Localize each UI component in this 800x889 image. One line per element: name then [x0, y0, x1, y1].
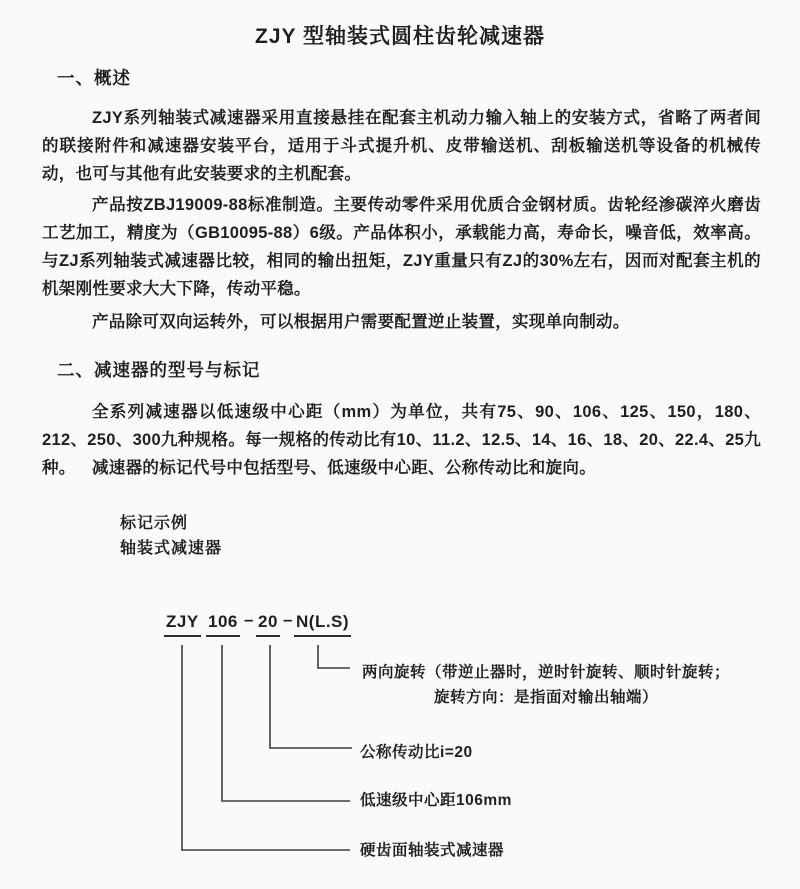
section-1-heading: 一、概述 — [57, 68, 131, 88]
dash-separator-2: – — [283, 610, 293, 629]
overview-paragraph-3: 产品除可双向运转外，可以根据用户需要配置逆止装置，实现单向制动。 — [92, 313, 630, 331]
model-code-prefix: ZJY — [164, 612, 201, 637]
label-rotation-line1: 两向旋转（带逆止器时，逆时针旋转、顺时针旋转； — [362, 664, 731, 681]
shaft-reducer-caption: 轴装式减速器 — [120, 540, 223, 557]
label-center-distance: 低速级中心距106mm — [360, 792, 512, 809]
dash-separator-1: – — [244, 610, 254, 629]
marking-example-caption: 标记示例 — [120, 515, 189, 532]
marking-code-paragraph: 减速器的标记代号中包括型号、低速级中心距、公称传动比和旋向。 — [92, 459, 596, 477]
label-rotation-line2: 旋转方向：是指面对输出轴端） — [434, 689, 659, 706]
overview-paragraph-1: ZJY系列轴装式减速器采用直接悬挂在配套主机动力输入轴上的安装方式，省略了两者间的联接附件和减速器安装平台，适用于斗式提升机、皮带输送机、刮板输送机等设备的机械传动，也可与其他有此安装要求的主机配套。 — [42, 109, 761, 183]
overview-paragraph-2: 产品按ZBJ19009-88标准制造。主要传动零件采用优质合金钢材质。齿轮经渗碳淬火磨齿工艺加工，精度为（GB10095-88）6级。产品体积小，承载能力高，寿命长，噪音低，效率高。与ZJ系列轴装式减速器比较，相同的输出扭矩，ZJY重量只有ZJ的30%左右，因而对配套主机的机架刚性要求大大下降，传动平稳。 — [42, 196, 761, 298]
model-code-rotation: N(L.S) — [294, 612, 351, 637]
model-code-center-distance: 106 — [206, 612, 240, 637]
label-transmission-ratio: 公称传动比i=20 — [360, 744, 473, 761]
label-reducer-type: 硬齿面轴装式减速器 — [360, 842, 505, 859]
leader-line-ratio — [270, 645, 352, 748]
section-2-heading: 二、减速器的型号与标记 — [57, 360, 261, 380]
page-title: ZJY 型轴装式圆柱齿轮减速器 — [255, 25, 545, 48]
model-spec-paragraph: 全系列减速器以低速级中心距（mm）为单位，共有75、90、106、125、150，180、212、250、300九种规格。每一规格的传动比有10、11.2、12.5、14、16、18、20、22.4、25九种。 — [42, 403, 761, 477]
model-code-ratio: 20 — [256, 612, 280, 637]
leader-line-rotation — [318, 645, 350, 668]
